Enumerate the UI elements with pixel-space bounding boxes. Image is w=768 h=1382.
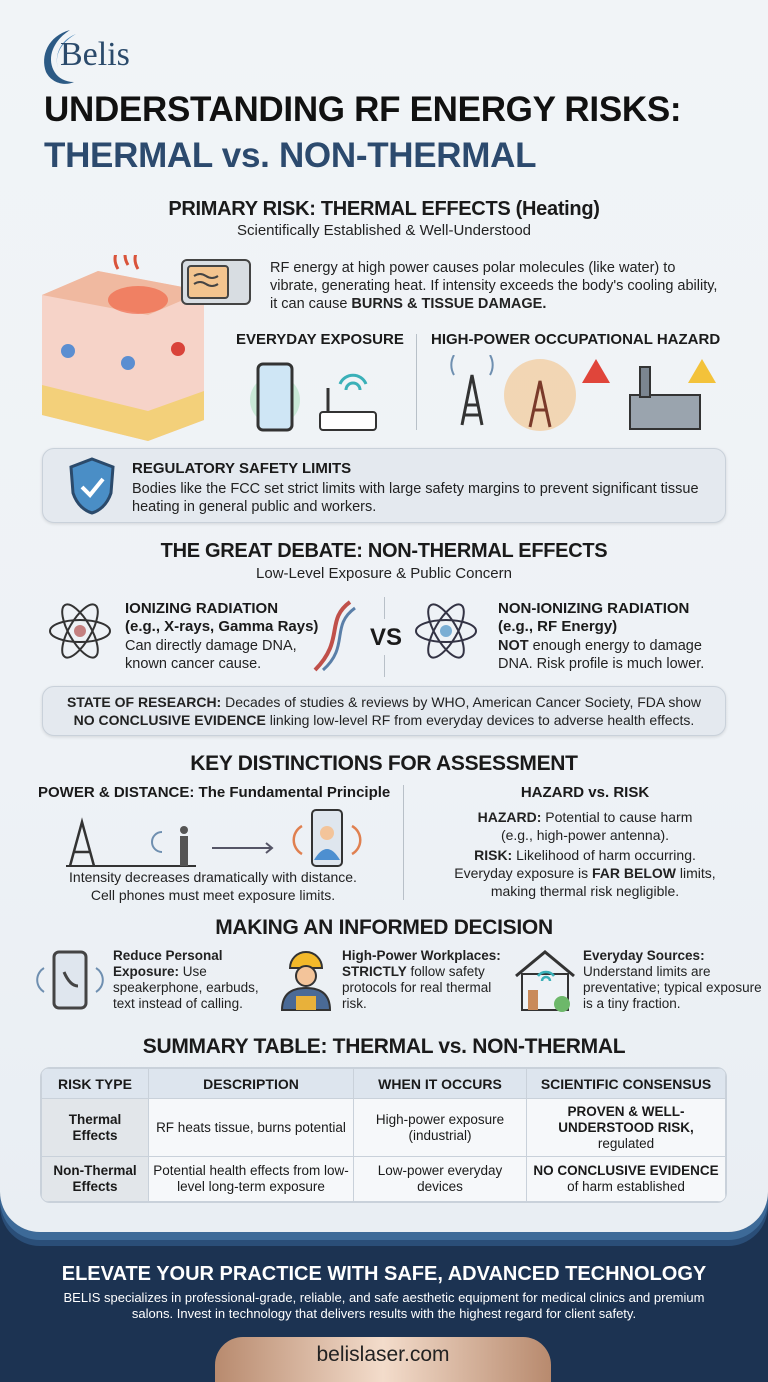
non-ionizing-bold: NOT [498,638,529,654]
divider [384,597,385,619]
risk-definition [410,846,760,900]
key-distinctions-heading: KEY DISTINCTIONS FOR ASSESSMENT [190,752,578,775]
page-title-line2: THERMAL vs. NON-THERMAL [44,136,537,175]
footer-heading: ELEVATE YOUR PRACTICE WITH SAFE, ADVANCED TECHNOLOGY [61,1263,707,1285]
decision-item-bold: High-Power Workplaces: [342,948,501,963]
decision-item-bold: Everyday Sources: [583,948,705,963]
phone-router-icons [250,360,380,435]
table-header: WHEN IT OCCURS [354,1069,527,1099]
risk-text-2: Everyday exposure is [454,865,593,881]
consensus-text: regulated [597,1135,655,1151]
regulatory-limits-box [42,448,726,523]
regulatory-text: Bodies like the FCC set strict limits with large safety margins to prevent significant tissue heating in general public and workers. [132,481,699,515]
non-ionizing-text [498,637,723,673]
power-distance-title [38,784,390,801]
debate-subheading: Low-Level Exposure & Public Concern [256,565,512,582]
worker-hardhat-icon [278,948,334,1012]
non-ionizing-rest: enough energy to damage DNA. Risk profile is much lower. [498,638,705,672]
consensus-cell [527,1099,726,1157]
non-ionizing-examples: (e.g., RF Energy) [498,618,618,635]
shield-check-icon [67,457,117,515]
table-row [42,1157,726,1202]
decision-item-text: follow safety protocols for real thermal risk. [342,964,492,1011]
ionizing-text: Can directly damage DNA, known cancer cause. [125,638,297,672]
page-title-line1: UNDERSTANDING RF ENERGY RISKS: [44,90,682,129]
description-cell: Potential health effects from low-level long-term exposure [149,1157,354,1202]
everyday-exposure-label: EVERYDAY EXPOSURE [236,331,404,348]
thermal-explanation-text: RF energy at high power causes polar molecules (like water) to vibrate, generating heat. If intensity exceeds the body's cooling ability, it can cause [270,260,718,312]
when-cell: Low-power everyday devices [354,1157,527,1202]
divider [384,655,385,677]
table-header: RISK TYPE [42,1069,149,1099]
risk-type-cell: Thermal Effects [42,1099,149,1157]
vs-label: VS [370,624,403,651]
thermal-explanation [270,259,725,313]
footer-text: BELIS specializes in professional-grade, reliable, and safe aesthetic equipment for medical clinics and premium salons. Invest in technology that delivers results with the highest regard for client safety. [63,1290,705,1321]
decision-item-workplaces [342,948,507,1012]
ionizing-title: IONIZING RADIATION [125,600,279,617]
description-cell: RF heats tissue, burns potential [149,1099,354,1157]
research-text: Decades of studies & reviews by WHO, American Cancer Society, FDA show [221,694,702,710]
hazard-definition [410,808,760,844]
regulatory-title: REGULATORY SAFETY LIMITS [132,460,352,477]
decision-item-text: Use speakerphone, earbuds, text instead of calling. [113,964,259,1011]
primary-subheading: Scientifically Established & Well-Understood [236,222,532,239]
decision-item-strictly: STRICTLY [342,964,407,979]
ionizing-examples: (e.g., X-rays, Gamma Rays) [125,618,319,635]
decision-item-everyday [583,948,763,1012]
decision-heading: MAKING AN INFORMED DECISION [215,916,553,939]
research-bold: NO CONCLUSIVE EVIDENCE [73,712,266,728]
consensus-bold: NO CONCLUSIVE EVIDENCE [533,1163,719,1178]
research-text-2: linking low-level RF from everyday devices to adverse health effects. [265,712,695,728]
decision-item-text: Understand limits are preventative; typical exposure is a tiny fraction. [583,964,762,1011]
risk-bold: RISK: [474,847,513,863]
decision-item-bold: Reduce Personal Exposure: [113,948,223,979]
primary-heading: PRIMARY RISK: THERMAL EFFECTS (Heating) [168,198,600,220]
power-distance-line2: Cell phones must meet exposure limits. [90,887,336,903]
risk-far-below: FAR BELOW [592,865,677,881]
atom-ionizing-icon [48,598,112,664]
table-header-row [42,1069,726,1099]
non-ionizing-title: NON-IONIZING RADIATION [498,600,690,617]
power-distance-text [38,868,388,904]
consensus-text: of harm established [567,1179,685,1194]
risk-type-cell: Non-Thermal Effects [42,1157,149,1202]
research-label: STATE OF RESEARCH: [66,694,222,710]
divider [403,785,404,900]
phone-call-icon [34,948,106,1012]
hazard-risk-title: HAZARD vs. RISK [520,784,650,801]
debate-heading: THE GREAT DEBATE: NON-THERMAL EFFECTS [160,540,608,562]
divider [416,334,417,430]
hazard-text: Potential to cause harm [541,809,693,825]
state-of-research-box [42,686,726,736]
tower-factory-hazard-icons [440,355,730,435]
power-distance-line1: Intensity decreases dramatically with distance. [69,869,357,885]
risk-text-4: making thermal risk negligible. [490,883,680,899]
risk-text: Likelihood of harm occurring. [512,847,696,863]
table-header: SCIENTIFIC CONSENSUS [527,1069,726,1099]
website-link[interactable]: belislaser.com [215,1337,551,1382]
power-distance-rest: The Fundamental Principle [194,784,391,801]
occupational-hazard-label: HIGH-POWER OCCUPATIONAL HAZARD [431,331,721,348]
belis-logo [40,26,160,88]
power-distance-bold: POWER & DISTANCE: [38,784,195,801]
summary-table-heading: SUMMARY TABLE: THERMAL vs. NON-THERMAL [142,1035,626,1058]
table-header: DESCRIPTION [149,1069,354,1099]
thermal-explanation-bold: BURNS & TISSUE DAMAGE. [351,296,547,312]
house-wifi-icon [512,948,578,1012]
dna-icon [305,600,360,672]
risk-text-3: limits, [676,865,716,881]
table-row [42,1099,726,1157]
microwave-icon [180,258,252,308]
distance-diagram [62,808,372,868]
hazard-bold: HAZARD: [477,809,542,825]
decision-item-personal [113,948,268,1012]
hazard-example: (e.g., high-power antenna). [500,827,670,843]
consensus-bold: PROVEN & WELL-UNDERSTOOD RISK, [558,1103,694,1135]
consensus-cell [527,1157,726,1202]
summary-table [40,1067,727,1203]
when-cell: High-power exposure (industrial) [354,1099,527,1157]
atom-non-ionizing-icon [414,598,478,664]
logo-text: Belis [60,36,130,73]
